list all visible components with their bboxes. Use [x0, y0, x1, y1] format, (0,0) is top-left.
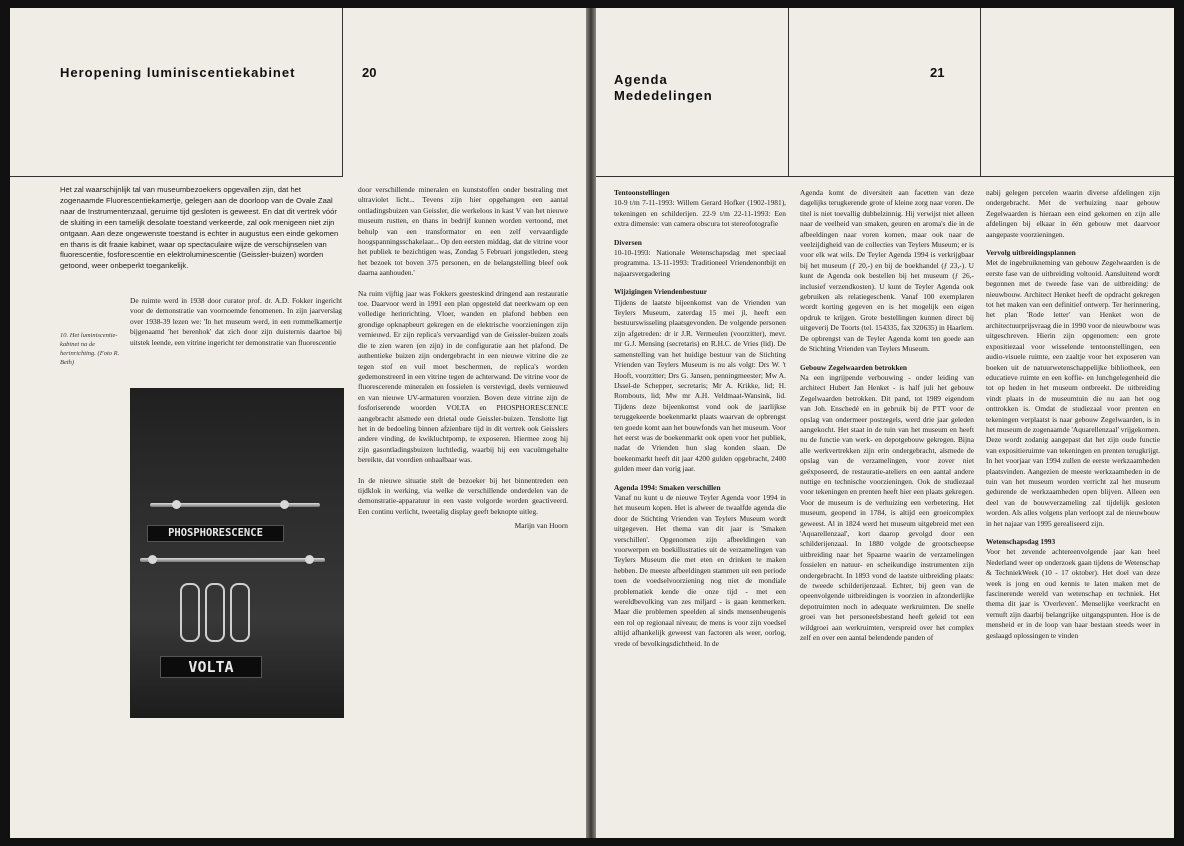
page-gutter — [586, 8, 596, 838]
right-column-text — [358, 185, 568, 532]
page-heading: Heropening luminiscentiekabinet — [60, 65, 296, 80]
section-text: 10-10-1993: Nationale Wetenschapsdag met speciaal programma. 13-11-1993: Traditioneel Vriendenontbijt en najaarsvergadering — [614, 248, 786, 278]
section-text: Voor het zevende achtereenvolgende jaar kan heel Nederland weer op onderzoek gaan tijdens de Wetenschap & TechniekWeek (10 - 17 oktober). Het doel van deze week is jong en oud kennis te laten maken met de fascinerende wereld van wetenschap en techniek. Het thema dit jaar is 'Overleven'. Menselijke veerkracht en vernuft zijn daarbij belangrijke uitgangspunten. Hoe is de mensheid er in de loop van haar bestaan steeds weer in geslaagd oplossingen te vinden — [986, 547, 1160, 640]
header-rule-horizontal — [10, 176, 343, 177]
page-number: 21 — [930, 65, 945, 80]
header-rule-vertical — [980, 8, 981, 176]
tube-bulb — [148, 555, 157, 564]
section-title: Wetenschapsdag 1993 — [986, 537, 1056, 546]
column-1 — [614, 188, 786, 649]
section-text: Agenda komt de diversiteit aan facetten van deze dagelijks terugkerende grote of kleine zorg naar voren. De titel is niet toevallig dubbelzinnig. Hij verwijst niet alleen naar de veelheid van smaken, geuren en aroma's die in de afbeeldingen naar voren komen, maar ook naar de veelzijdigheid van de collecties van Teylers Museum; er is voor elk wat wils. De Teyler Agenda 1994 is verkrijgbaar bij het museum (ƒ 20,-) en bij de boekhandel (ƒ 23,-). U kunt de Agenda ook bestellen bij het museum (ƒ 26,- inclusief verzendkosten). U kunt de Teyler Agenda ook gebruiken als relatiegeschenk. Vanaf 100 exemplaren wordt korting gegeven en is het mogelijk een eigen opdruk te krijgen. Grote bestellingen kunnen direct bij uitgeverij De Toorts (tel. 154335, fax 320635) in Haarlem. De opbrengst van de Teyler Agenda komt ten goede aan de Stichting Vrienden van Teylers Museum. — [800, 188, 974, 354]
left-column-text: De ruimte werd in 1938 door curator prof. dr. A.D. Fokker ingericht voor de demonstratie van voornoemde fenomenen. In zijn jaarverslag over 1938-39 lezen we: 'In het museum werd, in een rommelkamertje bijgenaamd 'het berenhok' dat zich door zijn duisternis daartoe bij uitstek leende, een vitrine ingericht ter demonstratie van fluorescentie — [130, 296, 342, 347]
paragraph: In de nieuwe situatie stelt de bezoeker bij het binnentreden een tijdklok in werking, via welke de verschillende onderdelen van de demonstratie-apparatuur in een vaste volgorde worden geactiveerd. Een continu verlicht, tweetalig display geeft beknopte uitleg. — [358, 475, 568, 516]
page-number: 20 — [362, 65, 377, 80]
geissler-tube — [140, 558, 325, 562]
header-rule-vertical — [342, 8, 343, 176]
geissler-lamp — [205, 583, 225, 642]
tube-bulb — [172, 500, 181, 509]
geissler-lamp — [230, 583, 250, 642]
section-text: Tijdens de laatste bijeenkomst van de Vrienden van Teylers Museum, zaterdag 15 mei jl, heeft een bestuurswisseling plaatsgevonden. De volgende personen zijn afgetreden: dr ir J.R. Vermeulen (voorzitter), mevr. mr G.J. Mensing (secretaris) en R.H.C. de Vries (lid). De samenstelling van het huidige bestuur van de Stichting Vrienden van Teylers Museum is nu als volgt: Drs W. 't Hooft, voorzitter; Drs G. Jansen, penningmeester; Mw A. IJssel-de Schepper, secretaris; Mr A. Krikke, lid; H. Rombouts, lid; Mw mr A.H. Veldmaat-Wansink, lid. Tijdens deze bijeenkomst vond ook de jaarlijkse teruggekeerde boekenmarkt plaats waarvan de opbrengst ten goede komt aan het bouwfonds van het museum. Voor het eerst was de boekenmarkt ook open voor het publiek, nadat de Vrienden hun slag konden slaan. De boekenmarkt heeft dit jaar 4200 gulden opgebracht, 2400 gulden meer dan vorig jaar. — [614, 297, 786, 474]
section-text: Vanaf nu kunt u de nieuwe Teyler Agenda voor 1994 in het museum kopen. Het is alweer de twaalfde agenda die door de Stichting Vrienden van Teylers Museum wordt uitgegeven. Het thema van dit jaar is 'Smaken verschillen'. Opgenomen zijn afbeeldingen van voorwerpen en boekillustraties uit de verzamelingen van Teylers Museum die met eten en drinken te maken hebben. De meeste afbeeldingen stammen uit een periode toen de voedselvoorziening nog niet de mondiale problematiek kende die onze tijd - met een wereldbevolking van zes miljard - is gaan kenmerken. Maar die problemen speelden al sinds mensenheugenis een rol op regionaal niveau; de mens is voor zijn voedsel altijd afhankelijk geweest van factoren als weer, oorlog, vrede of bevolkingsdichtheid. In de — [614, 492, 786, 648]
left-page — [10, 8, 586, 838]
author-signature: Marijn van Hoorn — [514, 521, 568, 531]
section-title: Diversen — [614, 237, 642, 247]
column-3 — [986, 188, 1160, 641]
page-heading — [614, 72, 713, 104]
geissler-lamp — [180, 583, 200, 642]
tube-bulb — [305, 555, 314, 564]
section-text: Na een ingrijpende verbouwing - onder leiding van architect Hubert Jan Henket - is half juli het gebouw Zegelwaarden betrokken. Dit pand, tot 1989 eigendom van Joh. Enschedé en in gebruik bij de PTT voor de opslag van ondermeer postzegels, werd drie jaar geleden aangekocht. Het staat in de tuin van het museum en heeft nu de functie van werk- en depotgebouw gekregen. Bijna alle werkvertrekken zijn erin ondergebracht, alsmede de opslag van de verzamelingen, voor zover niet geëxposeerd, de restauratie-ateliers en een aantal andere nuttige en technische voorzieningen. Ook de studiezaal voor tekeningen en prenten heeft hier een plaats gekregen. Voor de museum is de verhuizing een verbetering. Het museum, geopend in 1784, is altijd een groeicomplex geweest. Al in 1824 werd het museum uitgebreid met een 'Aquarellenzaal', kort daarop gevolgd door een schilderijenzaal. In 1880 volgde de grootscheepse uitbreiding naar het Spaarne waarin de verzamelingen fossielen en natuur- en scheikundige instrumenten zijn ondergebracht. In 1893 vond de laatste uitbreiding plaats: de tweede schilderijenzaal. Echter, bij geen van de opeenvolgende uitbreidingen is voorzien in afzonderlijke depotruimten noch in adequate werkruimten. De snelle groei van het personeelsbestand heeft geleid tot een wildgroei aan werkruimten, verspreid over het complex zelf en over een aantal belendende panden of — [800, 372, 974, 643]
phosphorescence-sign: PHOSPHORESCENCE — [147, 525, 284, 542]
section-title: Tentoonstellingen — [614, 188, 670, 197]
section-text: Met de ingebruikneming van gebouw Zegelwaarden is de eerste fase van de uitbreiding voltooid. Aansluitend wordt begonnen met de tweede fase van de uitbreiding: de nieuwbouw. Architect Henket heeft de opdracht gekregen tot het maken van een definitief ontwerp. Ter herinnering, het plan 'Rode letter' van Henket won de architectuurprijsvraag die in 1990 voor de nieuwbouw was uitgeschreven. Hierin zijn opgenomen: een grote expositiezaal voor wisselende tentoonstellingen, een audio-visuele ruimte, een zaaltje voor het exposeren van boeken uit de natuurwetenschappelijke bibliotheek, een educatieve ruimte en een koffie- en lunchgelegenheid die tot op heden in het museum ontbreekt. De uitbreiding vindt plaats in de museumtuin die nu aan het oog onttrokken is. Omdat de studiezaal voor prenten en tekeningen verplaatst is naar gebouw Zegelwaarden, is in het museum de zogenaamde 'Aquarellenzaal' vrijgekomen. Deze wordt zodanig aangepast dat het zijn oude functie van expositieruimte van tekeningen en prenten terugkrijgt. In het voorjaar van 1994 zullen de eerste werkzaamheden plaatsvinden. Aangezien de meeste werkzaamheden in de tuin van het museum worden verricht zal het museum gedurende de werkzaamheden open blijven. Alleen een deel van de bouwverzameling zal tijdelijk gesloten worden. Als alles volgens plan verloopt zal de nieuwbouw in het najaar van 1995 gerealiseerd zijn. — [986, 258, 1160, 528]
tube-bulb — [280, 500, 289, 509]
right-page — [596, 8, 1174, 838]
header-rule-vertical — [788, 8, 789, 176]
intro-paragraph: Het zal waarschijnlijk tal van museumbezoekers opgevallen zijn, dat het zogenaamde Fluorescentiekamertje, gelegen aan de doorloop van de Ovale Zaal naar de Instrumentenzaal, geruime tijd gesloten is geweest. En dat dit vertrek vóór de sluiting in een tamelijk desolate toestand verkeerde, zal ook menigeen niet zijn ontgaan. Aan deze ongewenste toestand is echter in augustus een einde gekomen en thans is dit fraaie kabinet, waar op spectaculaire wijze de verschijnselen van fluorescentie, fosforescentie en elektroluminescentie (Geissler-buizen) worden getoond, weer onbeperkt toegankelijk. — [60, 185, 339, 271]
cabinet-photo — [130, 388, 344, 718]
photo-caption: 10. Het luminiscentie-kabinet na de herinrichting. (Foto R. Beth) — [60, 332, 120, 366]
section-text: 10-9 t/m 7-11-1993: Willem Gerard Hofker (1902-1981), tekeningen en schilderijen. 22-9 t/m 22-11-1993: Een extra dimensie: van camera obscura tot stereofotografie — [614, 198, 786, 229]
section-title: Wijzigingen Vriendenbestuur — [614, 287, 708, 297]
paragraph: Na ruim vijftig jaar was Fokkers geesteskind dringend aan restauratie toe. Daarvoor werd in 1991 een plan opgesteld dat neerkwam op een volledige herinrichting. Vloer, wanden en plafond hebben een grondige opknapbeurt gekregen en de elektrische voorzieningen zijn vernieuwd. Er zijn replica's vervaardigd van de Geissler-buizen zoals die te zien waren (en zijn) in de configuratie aan het plafond. De authentieke buizen zijn ondergebracht in een nieuwe vitrine die ze tegen stof en vuil moet beschermen, de replica's worden gedemonstreerd in een vitrine tegen de achterwand. De vitrine voor de fluorescerende mineralen en fossielen is verstevigd, deels vernieuwd en van nieuwe UV-armaturen voorzien. Boven deze vitrine zijn de fosforiserende woorden VOLTA en PHOSPHORESCENCE aangebracht alsmede een drietal oude Geissler-buizen. Tenslotte ligt het in de bedoeling binnen afzienbare tijd in dit vertrek ook Geisslers andere vinding, de kwikluchtpomp, te exposeren. Hiermee zoog hij zijn gasontladingsbuizen luchtledig, waarbij hij een vacuümgehalte bereikte, dat voordien onhaalbaar was. — [358, 288, 568, 465]
paragraph: door verschillende mineralen en kunststoffen onder bestraling met ultraviolet licht... Tevens zijn hier opgehangen een aantal ontladingsbuizen van Geissler, die werkeloos in kast V van het nieuwe museum rustten, en thans in bedrijf kunnen worden vertoond, met behulp van een transformator en een zelf vervaardigde hoogspanningsschakelaar... Op den eersten middag, dat de vitrine voor het publiek te bezichtigen was, Zondag 5 Februari jongstleden, steeg het bezoek tot boven 375 personen, en de belangstelling bleef ook daarna aanhouden.' — [358, 185, 568, 278]
section-title: Agenda 1994: Smaken verschillen — [614, 482, 721, 492]
section-title: Vervolg uitbreidingsplannen — [986, 248, 1076, 258]
heading-agenda: Agenda — [614, 72, 668, 87]
volta-sign: VOLTA — [160, 656, 262, 678]
header-rule-horizontal — [596, 176, 1174, 177]
section-title: Gebouw Zegelwaarden betrokken — [800, 362, 908, 372]
column-2 — [800, 188, 974, 643]
section-text: nabij gelegen percelen waarin diverse afdelingen zijn ondergebracht. Met de verhuizing naar gebouw Zegelwaarden is hieraan een eind gekomen en zijn alle afdelingen bij elkaar in één gebouw met daarvoor aangepaste voorzieningen. — [986, 188, 1160, 239]
heading-mededelingen: Mededelingen — [614, 88, 713, 103]
